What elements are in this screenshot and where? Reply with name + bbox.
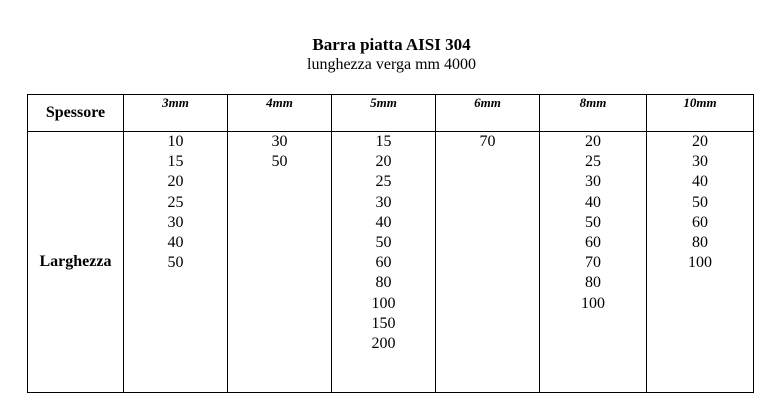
width-value: 80 xyxy=(692,234,708,252)
row-header-spessore: Spessore xyxy=(28,95,124,132)
column-header-5mm: 5mm xyxy=(332,95,436,132)
width-value: 25 xyxy=(585,153,601,171)
width-value: 100 xyxy=(688,254,712,272)
spec-table xyxy=(27,94,754,393)
width-value: 150 xyxy=(371,314,396,332)
column-header-4mm: 4mm xyxy=(228,95,332,132)
column-header-3mm: 3mm xyxy=(124,95,228,132)
width-value: 30 xyxy=(585,173,601,191)
width-value: 15 xyxy=(375,133,392,150)
width-value: 15 xyxy=(167,153,184,171)
page-subtitle: lunghezza verga mm 4000 xyxy=(307,56,476,73)
width-value: 60 xyxy=(375,254,392,272)
width-value: 60 xyxy=(585,234,601,252)
width-value: 30 xyxy=(692,153,708,171)
width-value: 25 xyxy=(167,193,184,211)
column-header-8mm: 8mm xyxy=(540,95,647,132)
values-row xyxy=(28,132,754,393)
width-value: 40 xyxy=(585,193,601,211)
width-value: 50 xyxy=(167,254,184,272)
values-cell-6mm xyxy=(436,132,540,393)
width-value: 30 xyxy=(375,193,392,211)
width-value: 80 xyxy=(585,274,601,292)
header-row xyxy=(28,95,754,132)
values-cell-5mm xyxy=(332,132,436,393)
width-value: 40 xyxy=(692,173,708,191)
column-header-10mm: 10mm xyxy=(647,95,754,132)
width-value: 70 xyxy=(585,254,601,272)
width-value: 80 xyxy=(375,274,392,292)
width-value: 50 xyxy=(585,213,601,231)
width-value: 40 xyxy=(167,234,184,252)
width-value: 25 xyxy=(375,173,392,191)
width-value: 40 xyxy=(375,213,392,231)
width-value: 50 xyxy=(692,193,708,211)
page-title: Barra piatta AISI 304 xyxy=(312,35,471,54)
width-value: 10 xyxy=(167,133,184,150)
width-value: 50 xyxy=(271,153,288,171)
values-cell-4mm xyxy=(228,132,332,393)
values-cell-3mm xyxy=(124,132,228,393)
width-value: 100 xyxy=(581,294,605,312)
width-value: 30 xyxy=(271,133,288,150)
width-value: 60 xyxy=(692,213,708,231)
width-value: 200 xyxy=(371,335,396,353)
width-value: 100 xyxy=(371,294,396,312)
width-value: 20 xyxy=(692,133,708,150)
width-value: 20 xyxy=(585,133,601,150)
column-header-6mm: 6mm xyxy=(436,95,540,132)
width-value: 70 xyxy=(479,133,496,150)
values-cell-10mm xyxy=(647,132,754,393)
values-cell-8mm xyxy=(540,132,647,393)
width-value: 20 xyxy=(375,153,392,171)
width-value: 20 xyxy=(167,173,184,191)
title-block xyxy=(0,35,783,75)
row-header-larghezza: Larghezza xyxy=(28,132,124,393)
width-value: 30 xyxy=(167,213,184,231)
width-value: 50 xyxy=(375,234,392,252)
